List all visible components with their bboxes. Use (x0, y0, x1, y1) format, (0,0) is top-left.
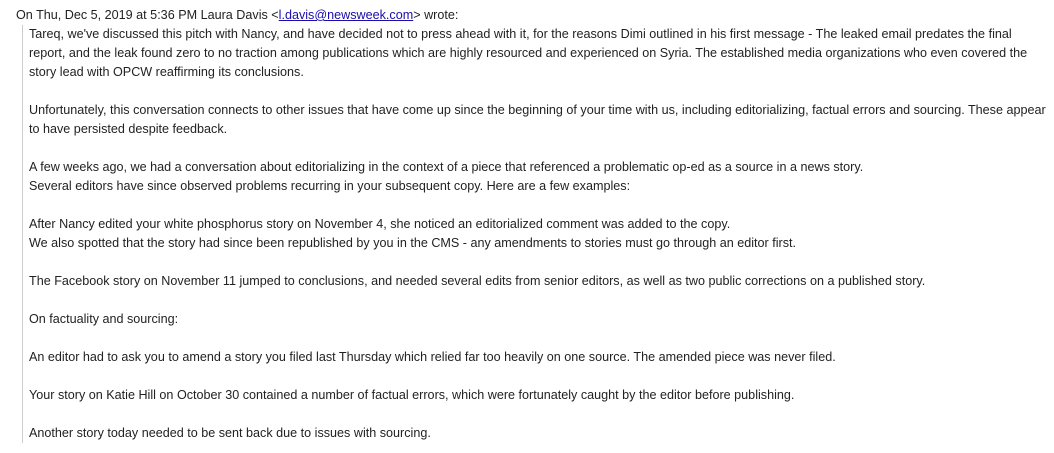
paragraph-pitch-decision (29, 25, 1046, 82)
paragraph-text: A few weeks ago, we had a conversation about editorializing in the context of a piece that referenced a problematic op-ed as a source in a news story. (29, 160, 864, 174)
paragraph-text: Several editors have since observed problems recurring in your subsequent copy. Here are a few examples: (29, 179, 631, 193)
paragraph-text: Unfortunately, this conversation connects to other issues that have come up since the beginning of your time with us, including editorializing, factual errors and sourcing. These appear to have persisted despite feedback. (29, 103, 1046, 136)
quote-attribution (16, 6, 1046, 25)
paragraph-text: An editor had to ask you to amend a story you filed last Thursday which relied far too heavily on one source. The amended piece was never filed. (29, 350, 836, 364)
paragraph-facebook-story (29, 272, 1046, 291)
paragraph-text: Your story on Katie Hill on October 30 contained a number of factual errors, which were fortunately caught by the editor before publishing. (29, 388, 795, 402)
sender-email-link[interactable]: l.davis@newsweek.com (278, 8, 414, 22)
paragraph-text: On factuality and sourcing: (29, 312, 179, 326)
paragraph-text: The Facebook story on November 11 jumped to conclusions, and needed several edits from senior editors, as well as two public corrections on a published story. (29, 274, 926, 288)
paragraph-white-phosphorus (29, 215, 1046, 253)
paragraph-text: After Nancy edited your white phosphorus story on November 4, she noticed an editorialized comment was added to the copy. (29, 217, 731, 231)
paragraph-factuality-heading (29, 310, 1046, 329)
paragraph-text: Tareq, we've discussed this pitch with Nancy, and have decided not to press ahead with it, for the reasons Dimi outlined in his first message - The leaked email predates the final report, and the leak found zero to no traction among publications which are highly resourced and experienced on Syria. The established media organizations who even covered the story lead with OPCW reaffirming its conclusions. (29, 27, 1028, 79)
paragraph-issues (29, 101, 1046, 139)
email-message (16, 0, 1046, 443)
paragraph-katie-hill (29, 386, 1046, 405)
paragraph-text: We also spotted that the story had since been republished by you in the CMS - any amendments to stories must go through an editor first. (29, 236, 797, 250)
paragraph-editorializing (29, 158, 1046, 196)
attribution-suffix: > wrote: (413, 8, 459, 22)
paragraph-sourcing-today (29, 424, 1046, 443)
attribution-prefix: On Thu, Dec 5, 2019 at 5:36 PM Laura Davis < (16, 8, 279, 22)
paragraph-text: Another story today needed to be sent back due to issues with sourcing. (29, 426, 431, 440)
paragraph-one-source (29, 348, 1046, 367)
quoted-message-body (22, 25, 1046, 443)
